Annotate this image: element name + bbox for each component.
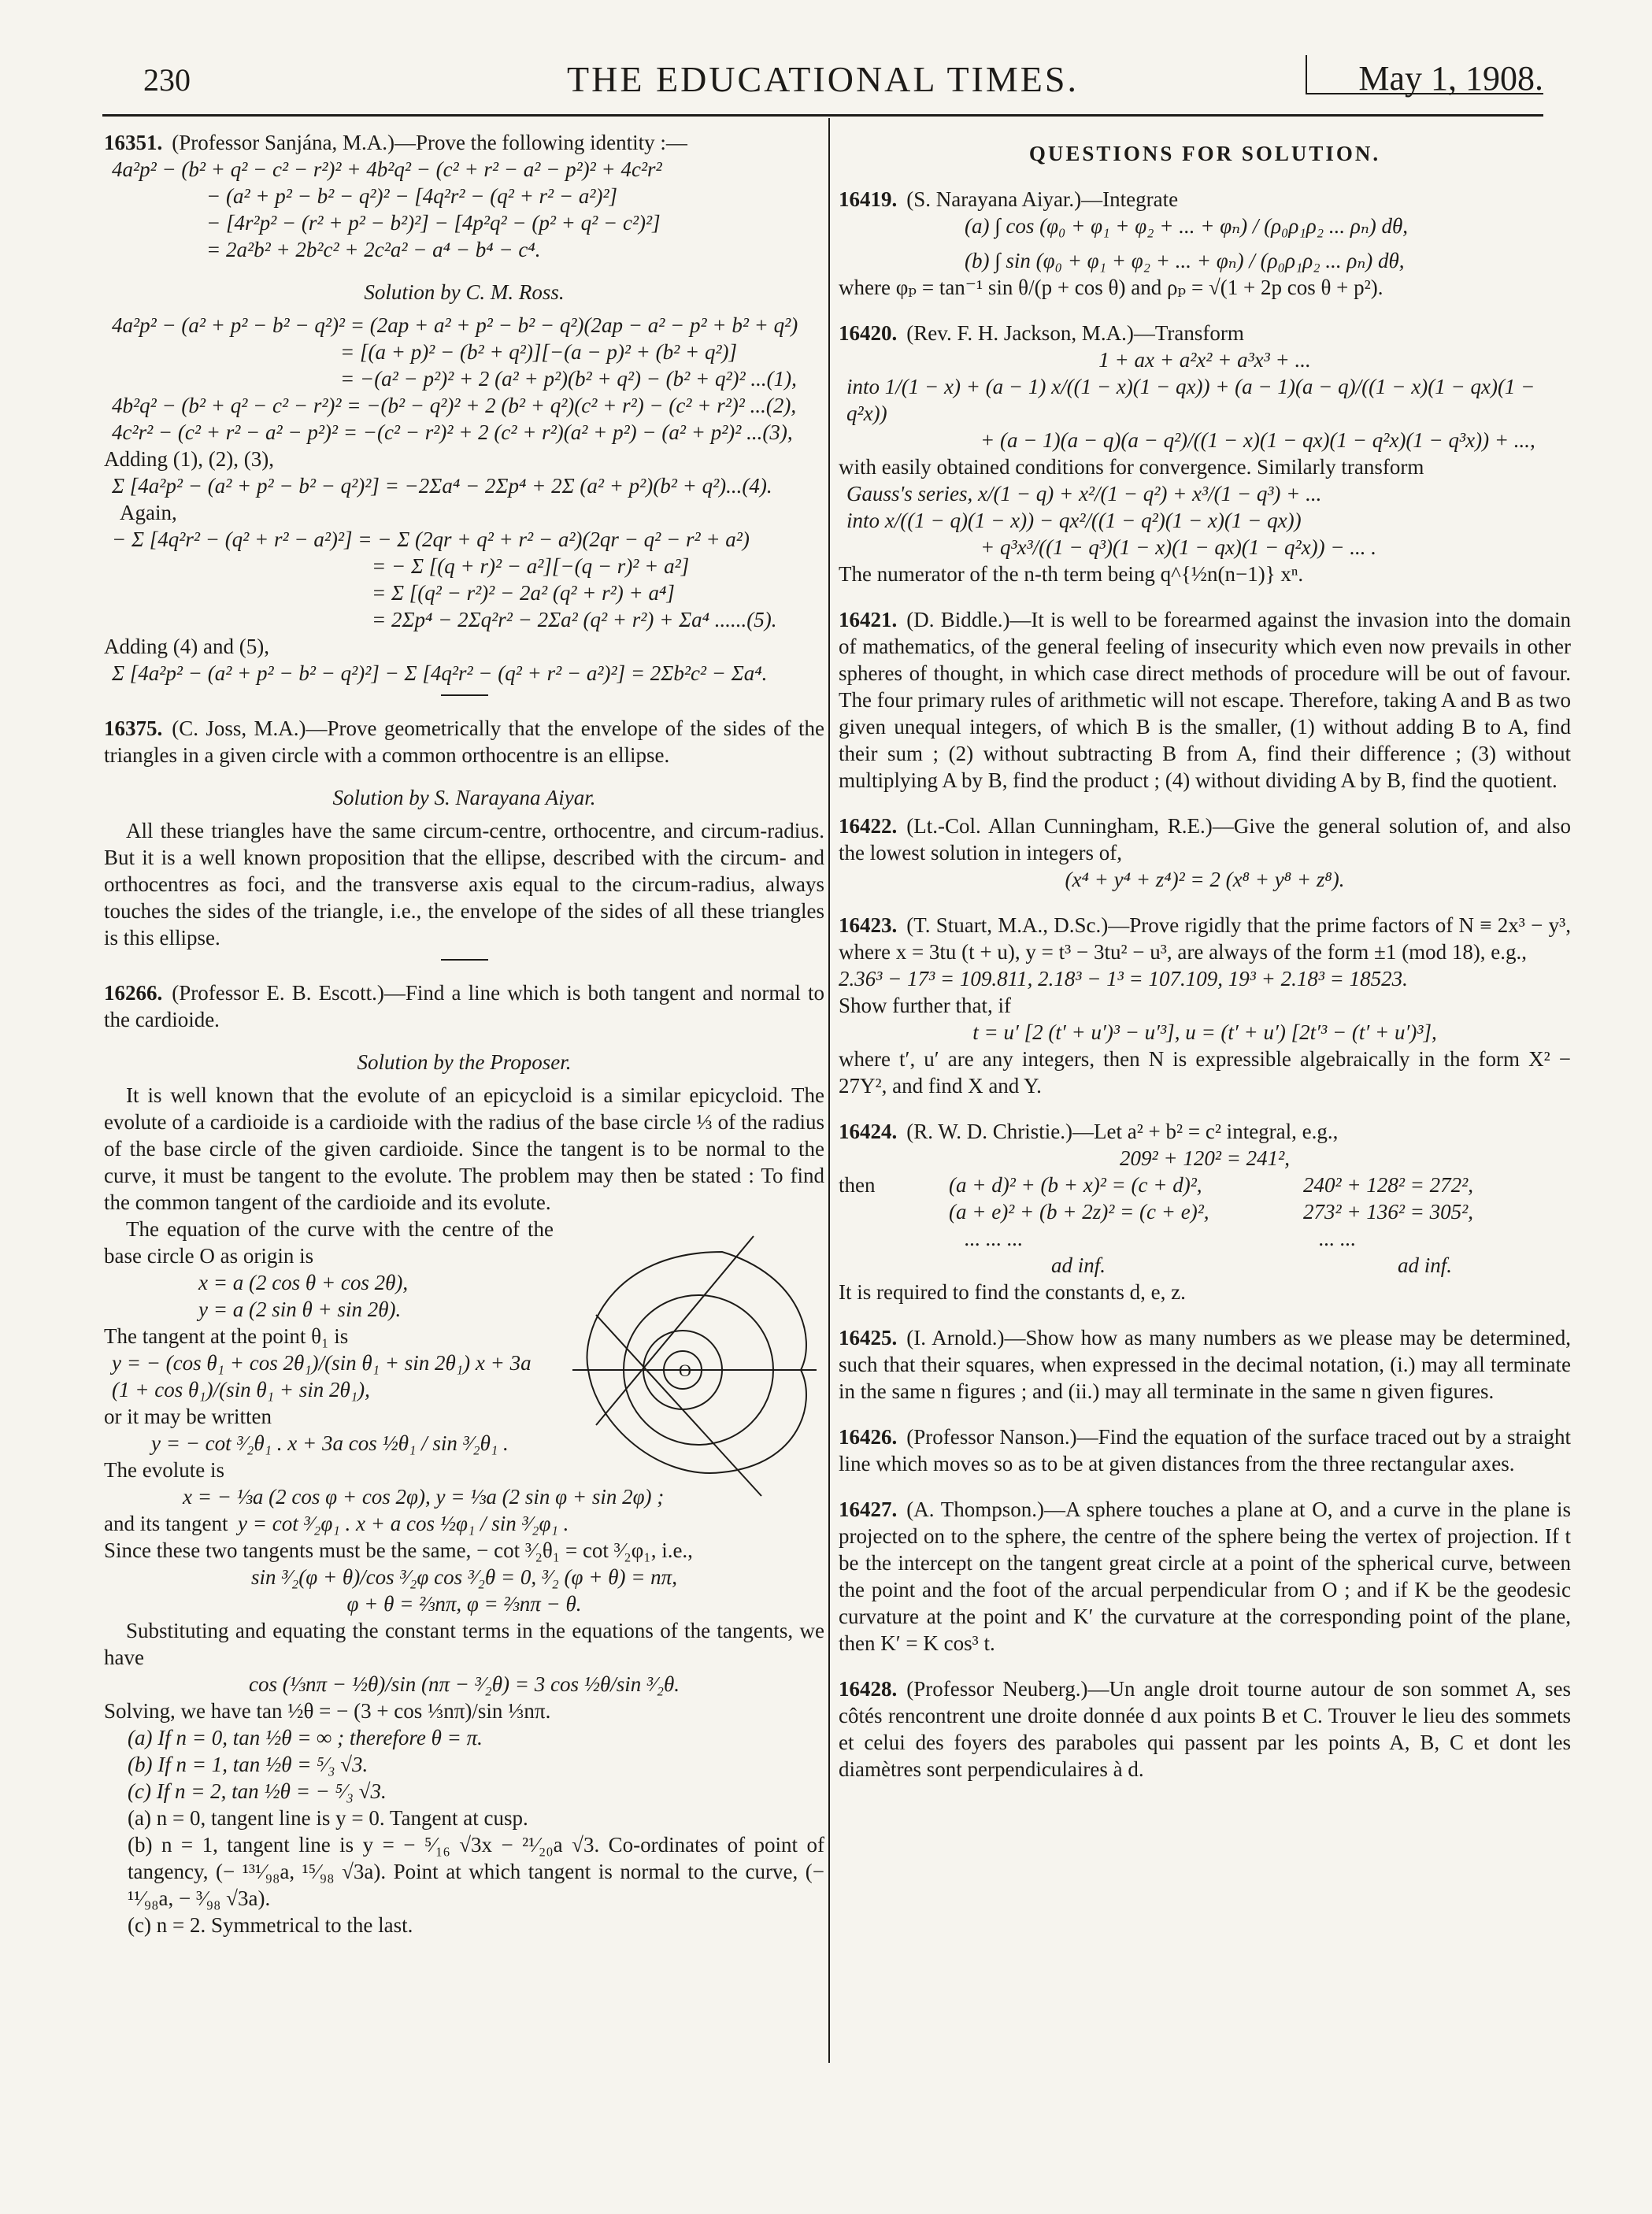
result-line: (c) n = 2. Symmetrical to the last. — [128, 1913, 413, 1937]
problem-16420 — [839, 320, 1571, 587]
column-divider — [828, 118, 830, 2063]
solution-line: 4a²p² − (a² + p² − b² − q²)² = (2ap + a² + p² − b² − q²)(2ap − a² − p² + b² + q²) — [112, 313, 798, 337]
equation: x = a (2 cos θ + cos 2θ), — [198, 1271, 409, 1294]
problem-16421 — [839, 606, 1571, 794]
series: into 1/(1 − x) + (a − 1) x/((1 − x)(1 − qx)) + (a − 1)(a − q)/((1 − x)(1 − qx)(1 − q²x)) — [846, 375, 1535, 425]
solution-line: = − Σ [(q + r)² − a²][−(q − r)² + a²] — [372, 554, 690, 578]
case-line: (c) If n = 2, tan ½θ = − ⁵⁄₃ √3. — [128, 1779, 387, 1803]
series: + (a − 1)(a − q)(a − q²)/((1 − x)(1 − qx)(1 − q²x)(1 − q³x)) + ..., — [980, 428, 1535, 452]
series: Gauss's series, x/(1 − q) + x²/(1 − q²) + x³/(1 − q³) + ... — [846, 482, 1322, 505]
series: 1 + ax + a²x² + a³x³ + ... — [1098, 348, 1311, 372]
problem-number: 16266. — [104, 981, 163, 1005]
result-line: (b) n = 1, tangent line is y = − ⁵⁄₁₆ √3x − ²¹⁄₂₀a √3. Co-ordinates of point of tangency, (− ¹³¹⁄₉₈a, ¹⁵⁄₉₈ √3a). Point at which tangent is normal to the curve, (− ¹¹⁄₉₈a, − ³⁄₉₈ √3a). — [128, 1833, 824, 1910]
journal-title: THE EDUCATIONAL TIMES. — [567, 59, 1079, 99]
problem-number: 16421. — [839, 608, 898, 631]
identity-line-3: − [4r²p² − (r² + p² − b²)²] − [4p²q² − (p² + q² − c²)²] — [206, 211, 661, 235]
page-number: 230 — [143, 62, 191, 98]
solution-line: − Σ [4q²r² − (q² + r² − a²)²] = − Σ (2qr + q² + r² − a²)(2qr − q² − r² + a²) — [112, 528, 750, 551]
header-rule — [102, 114, 1543, 117]
solution-text: Adding (4) and (5), — [104, 635, 269, 658]
equation: 2.36³ − 17³ = 109.811, 2.18³ − 1³ = 107.109, 19³ + 2.18³ = 18523. — [839, 967, 1408, 990]
equation: φ + θ = ⅔nπ, φ = ⅔nπ − θ. — [346, 1592, 582, 1616]
equation: sin ³⁄₂(φ + θ)/cos ³⁄₂φ cos ³⁄₂θ = 0, ³⁄₂ (φ + θ) = nπ, — [251, 1565, 677, 1589]
problem-intro: (Rev. F. H. Jackson, M.A.)—Transform — [906, 321, 1244, 345]
solution-heading: Solution by S. Narayana Aiyar. — [332, 786, 596, 809]
problem-number: 16426. — [839, 1425, 898, 1449]
solution-text: and its tangent — [104, 1512, 228, 1535]
problem-text: then — [839, 1173, 876, 1197]
ellipsis: ... ... ... — [965, 1227, 1024, 1250]
series: into x/((1 − q)(1 − x)) − qx²/((1 − q²)(1 − x)(1 − qx)) — [846, 509, 1302, 532]
ellipsis: ... ... — [1319, 1227, 1357, 1250]
problem-number: 16422. — [839, 814, 898, 838]
equation: (a + d)² + (b + x)² = (c + d)², — [949, 1173, 1202, 1197]
problem-16351 — [104, 129, 824, 696]
section-title: QUESTIONS FOR SOLUTION. — [1028, 142, 1381, 165]
equation: y = cot ³⁄₂φ₁ . x + a cos ½φ₁ / sin ³⁄₂φ₁ . — [238, 1512, 569, 1535]
solution-heading: Solution by C. M. Ross. — [364, 280, 565, 304]
solution-text: or it may be written — [104, 1405, 272, 1428]
solution-line: = −(a² − p²)² + 2 (a² + p²)(b² + q²) − (b² + q²)² ...(1), — [340, 367, 797, 391]
problem-text: (I. Arnold.)—Show how as many numbers as we please may be determined, such that their squares, when expressed in the decimal notation, (i.) may all terminate in the same n figures ; and (ii.) may all terminate in the same n given figures. — [839, 1326, 1571, 1403]
cardioid-figure — [565, 1220, 824, 1504]
equation: 209² + 120² = 241², — [1120, 1146, 1290, 1170]
separator — [441, 694, 488, 696]
series: + q³x³/((1 − q³)(1 − x)(1 − qx)(1 − q²x)) − ... . — [980, 535, 1377, 559]
solution-text: Substituting and equating the constant terms in the equations of the tangents, we have — [104, 1619, 824, 1669]
problem-16427 — [839, 1496, 1571, 1657]
problem-16266 — [104, 979, 824, 1938]
solution-line: 4b²q² − (b² + q² − c² − r²)² = −(b² − q²)² + 2 (b² + q²)(c² + r²) − (c² + r²)² ...(2), — [112, 394, 797, 417]
problem-text: (Lt.-Col. Allan Cunningham, R.E.)—Give the general solution of, and also the lowest solution in integers of, — [839, 814, 1571, 864]
problem-number: 16375. — [104, 716, 163, 740]
solution-text: Again, — [120, 501, 177, 524]
solution-line: = Σ [(q² − r²)² − 2a² (q² + r²) + a⁴] — [372, 581, 675, 605]
problem-number: 16351. — [104, 131, 163, 154]
problem-intro: (Professor Sanjána, M.A.)—Prove the following identity :— — [172, 131, 687, 154]
page-header — [102, 55, 1543, 110]
solution-line: = [(a + p)² − (b² + q²)][−(a − p)² + (b² + q²)] — [340, 340, 738, 364]
solution-text: Adding (1), (2), (3), — [104, 447, 274, 471]
integral-a: (a) ∫ cos (φ₀ + φ₁ + φ₂ + ... + φₙ) / (ρ₀ρ₁ρ₂ ... ρₙ) dθ, — [965, 214, 1409, 238]
problem-text: It is required to find the constants d, e, z. — [839, 1280, 1186, 1304]
problem-text: (Professor Nanson.)—Find the equation of the surface traced out by a straight line which moves so as to be at given distances from the three rectangular axes. — [839, 1425, 1571, 1475]
solution-line: = 2Σp⁴ − 2Σq²r² − 2Σa² (q² + r²) + Σa⁴ ......(5). — [372, 608, 777, 631]
equation: x = − ⅓a (2 cos φ + cos 2φ), y = ⅓a (2 sin φ + sin 2φ) ; — [183, 1485, 665, 1509]
issue-date: May 1, 1908. — [1358, 59, 1543, 98]
problem-intro: (Professor E. B. Escott.)—Find a line which is both tangent and normal to the cardioide. — [104, 981, 824, 1031]
solution-text: The tangent at the point θ₁ is — [104, 1324, 349, 1348]
problem-16426 — [839, 1424, 1571, 1477]
equation: (a + e)² + (b + 2z)² = (c + e)², — [949, 1200, 1209, 1224]
solution-body: The equation of the curve with the centre of the base circle O as origin is — [104, 1217, 554, 1268]
problem-text: The numerator of the n-th term being q^{½n(n−1)} xⁿ. — [839, 562, 1304, 586]
identity-line-1: 4a²p² − (b² + q² − c² − r²)² + 4b²q² − (c² + r² − a² − p²)² + 4c²r² — [112, 157, 662, 181]
solution-text: Since these two tangents must be the same, − cot ³⁄₂θ₁ = cot ³⁄₂φ₁, i.e., — [104, 1538, 693, 1562]
problem-intro: (C. Joss, M.A.)—Prove geometrically that the envelope of the sides of the triangles in a given circle with a common orthocentre is an ellipse. — [104, 716, 824, 767]
integral-b: (b) ∫ sin (φ₀ + φ₁ + φ₂ + ... + φₙ) / (ρ₀ρ₁ρ₂ ... ρₙ) dθ, — [965, 249, 1405, 272]
identity-line-2: − (a² + p² − b² − q²)² − [4q²r² − (q² + r² − a²)²] — [206, 184, 618, 208]
equation: y = − (cos θ₁ + cos 2θ₁)/(sin θ₁ + sin 2θ₁) x + 3a (1 + cos θ₁)/(sin θ₁ + sin 2θ₁), — [112, 1351, 532, 1401]
right-column — [839, 118, 1571, 1783]
ad-inf: ad inf. — [1051, 1253, 1106, 1277]
solution-text: The evolute is — [104, 1458, 224, 1482]
tangent-line-upper — [596, 1236, 754, 1425]
solution-heading: Solution by the Proposer. — [357, 1050, 572, 1074]
equation: y = − cot ³⁄₂θ₁ . x + 3a cos ½θ₁ / sin ³⁄₂θ₁ . — [151, 1431, 509, 1455]
problem-16423 — [839, 912, 1571, 1099]
ad-inf: ad inf. — [1398, 1253, 1453, 1277]
solution-line: Σ [4a²p² − (a² + p² − b² − q²)²] − Σ [4q²r² − (q² + r² − a²)²] = 2Σb²c² − Σa⁴. — [112, 661, 768, 685]
left-column — [104, 118, 824, 1938]
problem-16428 — [839, 1675, 1571, 1783]
problem-text: with easily obtained conditions for convergence. Similarly transform — [839, 455, 1424, 479]
problem-number: 16419. — [839, 187, 898, 211]
problem-16424 — [839, 1118, 1571, 1305]
result-line: (a) n = 0, tangent line is y = 0. Tangent at cusp. — [128, 1806, 528, 1830]
equation: 240² + 128² = 272², — [1303, 1173, 1473, 1197]
case-line: (a) If n = 0, tan ½θ = ∞ ; therefore θ = π. — [128, 1726, 483, 1749]
problem-16419 — [839, 186, 1571, 301]
problem-number: 16423. — [839, 913, 898, 937]
problem-16425 — [839, 1324, 1571, 1405]
problem-16422 — [839, 813, 1571, 893]
origin-label: O — [679, 1361, 691, 1380]
problem-text: (T. Stuart, M.A., D.Sc.)—Prove rigidly that the prime factors of N ≡ 2x³ − y³, where x = 3tu (t + u), y = t³ − 3tu² − u³, are always of the form ±1 (mod 18), e.g., — [839, 913, 1571, 964]
problem-text: where t′, u′ are any integers, then N is expressible algebraically in the form X² − 27Y², and find X and Y. — [839, 1047, 1571, 1098]
equation: 273² + 136² = 305², — [1303, 1200, 1473, 1224]
problem-text: (Professor Neuberg.)—Un angle droit tourne autour de son sommet A, ses côtés rencontrent une droite donnée d aux points B et C. Trouver le lieu des sommets et celui des foyers des paraboles qui passent par les points A, B, C et dont les diamètres sont perpendiculaires à d. — [839, 1677, 1571, 1781]
solution-text: Solving, we have tan ½θ = − (3 + cos ⅓nπ)/sin ⅓nπ. — [104, 1699, 551, 1723]
equation: y = a (2 sin θ + sin 2θ). — [198, 1298, 402, 1321]
problem-number: 16428. — [839, 1677, 898, 1701]
problem-number: 16424. — [839, 1120, 898, 1143]
solution-body: It is well known that the evolute of an epicycloid is a similar epicycloid. The evolute of a cardioide is a cardioide with the radius of the base circle ⅓ of the radius of the base circle of the given cardioide. Since the tangent is to be normal to the curve, it must be tangent to the evolute. The problem may then be stated : To find the common tangent of the cardioide and its evolute. — [104, 1083, 824, 1214]
problem-text: (D. Biddle.)—It is well to be forearmed against the invasion into the domain of mathematics, of the general feeling of insecurity which even now prevails in other spheres of thought, in which case direct methods of procedure will be out of favour. The four primary rules of arithmetic will not escape. Therefore, taking A and B as two given unequal integers, of which B is the smaller, (1) without adding B to A, find their sum ; (2) without subtracting B from A, find their difference ; (3) without multiplying A by B, find the product ; (4) without dividing A by B, find the quotient. — [839, 608, 1571, 792]
separator — [441, 959, 488, 961]
solution-body: All these triangles have the same circum-centre, orthocentre, and circum-radius. But it is a well known proposition that the ellipse, described with the circum- and orthocentres as foci, and the transverse axis equal to the circum-radius, always touches the sides of the triangle, i.e., the envelope of the sides of all these triangles is this ellipse. — [104, 819, 824, 950]
equation: t = u′ [2 (t′ + u′)³ − u′³], u = (t′ + u′) [2t′³ − (t′ + u′)³], — [972, 1020, 1437, 1044]
problem-number: 16425. — [839, 1326, 898, 1350]
equation: (x⁴ + y⁴ + z⁴)² = 2 (x⁸ + y⁸ + z⁸). — [1065, 868, 1345, 891]
identity-line-4: = 2a²b² + 2b²c² + 2c²a² − a⁴ − b⁴ − c⁴. — [206, 238, 541, 261]
problem-text: (A. Thompson.)—A sphere touches a plane at O, and a curve in the plane is projected on to the sphere, the centre of the sphere being the vertex of projection. If t be the intercept on the tangent great circle at a point of the spherical curve, between the point and the foot of the arcual perpendicular from O ; and if K be the geodesic curvature at the point and K′ the curvature at the corresponding point of the plane, then K′ = K cos³ t. — [839, 1498, 1571, 1655]
problem-intro: (S. Narayana Aiyar.)—Integrate — [906, 187, 1179, 211]
problem-16375 — [104, 715, 824, 961]
problem-text: where φₚ = tan⁻¹ sin θ/(p + cos θ) and ρₚ = √(1 + 2p cos θ + p²). — [839, 276, 1383, 299]
solution-line: Σ [4a²p² − (a² + p² − b² − q²)²] = −2Σa⁴ − 2Σp⁴ + 2Σ (a² + p²)(b² + q²)...(4). — [112, 474, 772, 498]
problem-text: Show further that, if — [839, 994, 1011, 1017]
problem-number: 16420. — [839, 321, 898, 345]
equation: cos (⅓nπ − ½θ)/sin (nπ − ³⁄₂θ) = 3 cos ½θ/sin ³⁄₂θ. — [249, 1672, 680, 1696]
problem-text: (R. W. D. Christie.)—Let a² + b² = c² integral, e.g., — [906, 1120, 1339, 1143]
solution-line: 4c²r² − (c² + r² − a² − p²)² = −(c² − r²)² + 2 (c² + r²)(a² + p²) − (a² + p²)² ...(3), — [112, 420, 793, 444]
case-line: (b) If n = 1, tan ½θ = ⁵⁄₃ √3. — [128, 1753, 369, 1776]
problem-number: 16427. — [839, 1498, 898, 1521]
